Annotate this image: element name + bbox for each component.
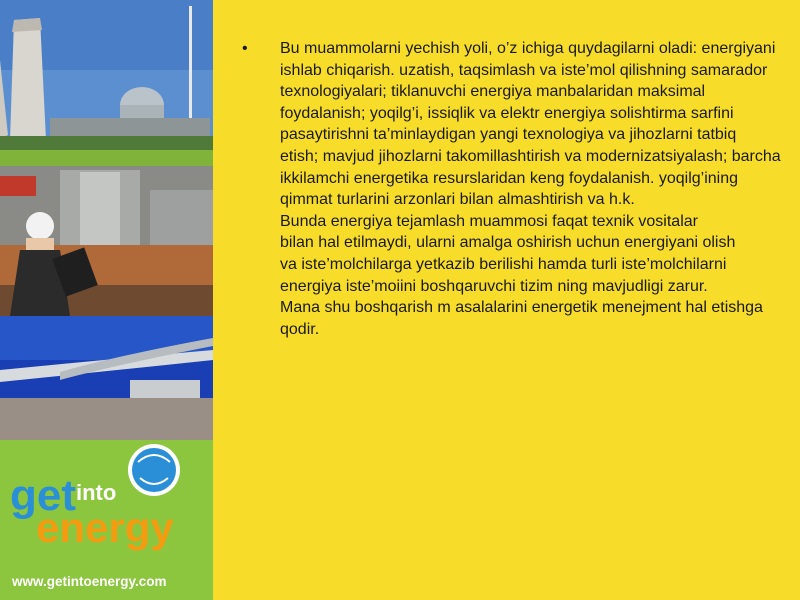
brand-panel (0, 440, 213, 600)
text-line: texnologiyalari; tiklanuvchi energiya manbalaridan maksimal (280, 83, 706, 101)
text-line: bilan hal etilmaydi, ularni amalga oshirish uchun energiyani olish (280, 234, 736, 252)
text-line: pasaytirishni ta’minlaydigan yangi texnologiya va jihozlarni tatbiq (280, 126, 737, 144)
pipeline-photo (0, 316, 213, 440)
brand-text-energy: energy (36, 504, 174, 551)
brand-text-get: get (10, 471, 76, 520)
website-link: www.getintoenergy.com (12, 574, 167, 589)
paragraph-lines (280, 38, 781, 340)
text-line: ikkilamchi energetika resurslaridan keng foydalanish. yoqilg’ining (280, 169, 739, 187)
brand-text-into: into (76, 480, 117, 505)
text-line: etish; mavjud jihozlarni takomillashtirish va modernizatsiyalash; barcha (280, 147, 781, 165)
sidebar-image-strip (0, 0, 213, 600)
bullet-paragraph (236, 38, 781, 340)
bullet-icon: • (242, 40, 248, 57)
text-line: foydalanish; yoqilg’i, issiqlik va elektr energiya solishtirma sarfini (280, 104, 734, 122)
text-line: Mana shu boshqarish m asalalarini energetik menejment hal etishga (280, 299, 763, 317)
slide-text-body (236, 38, 781, 340)
text-line: energiya iste’moiini boshqaruvchi tizim ning mavjudligi zarur. (280, 277, 708, 295)
text-line: Bu muammolarni yechish yoli, o’z ichiga quydagilarni oladi: energiyani (280, 40, 776, 57)
nuclear-plant-photo (0, 0, 213, 150)
text-line: va iste’molchilarga yetkazib berilishi hamda turli iste’molchilarni (280, 255, 727, 273)
text-line: qimmat turlarini arzonlari bilan almashtirish va h.k. (280, 191, 635, 209)
text-line: ishlab chiqarish. uzatish, taqsimlash va iste’mol qilishning samarador (280, 61, 768, 79)
text-line: qodir. (280, 320, 320, 338)
worker-pipes-photo (0, 166, 213, 316)
text-line: Bunda energiya tejamlash muammosi faqat texnik vositalar (280, 212, 698, 230)
sidebar-illustration (0, 0, 213, 600)
